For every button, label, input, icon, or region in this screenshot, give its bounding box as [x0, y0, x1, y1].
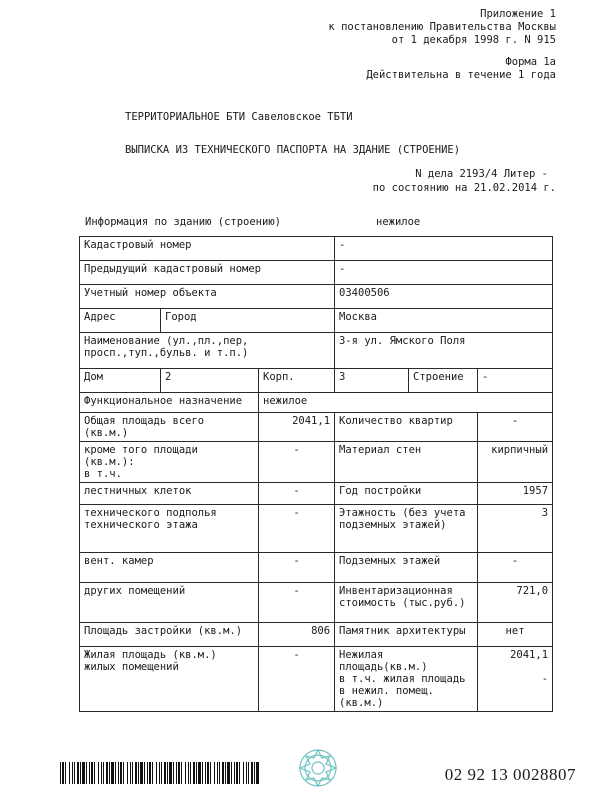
table-row: [80, 442, 553, 483]
table-row: [80, 647, 553, 712]
table-row: [80, 553, 553, 583]
built-area-label: Площадь застройки (кв.м.): [80, 623, 259, 647]
korp-value: 3: [335, 369, 409, 393]
appendix-line-2: к постановлению Правительства Москвы: [328, 21, 556, 33]
table-row: [80, 393, 553, 413]
account-number-value: 03400506: [335, 285, 553, 309]
purpose-value: нежилое: [259, 393, 553, 413]
tech-floor-value: -: [259, 505, 335, 553]
appendix-line-1: Приложение 1: [480, 8, 556, 20]
cadastral-value: -: [335, 237, 553, 261]
table-row: [80, 623, 553, 647]
total-area-label: Общая площадь всего (кв.м.): [80, 413, 259, 442]
stairs-label: лестничных клеток: [80, 483, 259, 505]
build-year-value: 1957: [478, 483, 553, 505]
table-row: [80, 309, 553, 333]
table-row: [80, 483, 553, 505]
inventory-cost-label: Инвентаризационная стоимость (тыс.руб.): [335, 583, 478, 623]
city-label: Город: [161, 309, 335, 333]
case-line: N дела 2193/4 Литер -: [415, 168, 548, 180]
table-row: [80, 413, 553, 442]
prev-cadastral-value: -: [335, 261, 553, 285]
table-row: [80, 285, 553, 309]
other-rooms-value: -: [259, 583, 335, 623]
living-area-label: Жилая площадь (кв.м.) жилых помещений: [80, 647, 259, 712]
table-row: [80, 333, 553, 369]
build-year-label: Год постройки: [335, 483, 478, 505]
document-title: ВЫПИСКА ИЗ ТЕХНИЧЕСКОГО ПАСПОРТА НА ЗДАНИЕ (СТРОЕНИЕ): [125, 144, 461, 156]
bti-line: ТЕРРИТОРИАЛЬНОЕ БТИ Савеловское ТБТИ: [125, 111, 353, 123]
stairs-value: -: [259, 483, 335, 505]
purpose-label: Функциональное назначение: [80, 393, 259, 413]
apartments-value: -: [478, 413, 553, 442]
vent-label: вент. камер: [80, 553, 259, 583]
structure-label: Строение: [409, 369, 478, 393]
nonliving-area-value: 2041,1 -: [478, 647, 553, 712]
account-number-label: Учетный номер объекта: [80, 285, 335, 309]
table-row: [80, 505, 553, 553]
table-row: [80, 583, 553, 623]
built-area-value: 806: [259, 623, 335, 647]
info-value: нежилое: [376, 216, 421, 228]
incl-area-label: кроме того площади (кв.м.): в т.ч.: [80, 442, 259, 483]
prev-cadastral-label: Предыдущий кадастровый номер: [80, 261, 335, 285]
street-label: Наименование (ул.,пл.,пер, просп.,туп.,бульв. и т.п.): [80, 333, 335, 369]
table-row: [80, 369, 553, 393]
house-value: 2: [161, 369, 259, 393]
other-rooms-label: других помещений: [80, 583, 259, 623]
table-row: [80, 261, 553, 285]
apartments-label: Количество квартир: [335, 413, 478, 442]
table-row: [80, 237, 553, 261]
city-value: Москва: [335, 309, 553, 333]
tech-floor-label: технического подполья технического этажа: [80, 505, 259, 553]
wall-material-label: Материал стен: [335, 442, 478, 483]
barcode-icon: [60, 762, 259, 784]
vent-value: -: [259, 553, 335, 583]
validity-line: Действительна в течение 1 года: [366, 69, 556, 81]
monument-value: нет: [478, 623, 553, 647]
inventory-cost-value: 721,0: [478, 583, 553, 623]
nonliving-area-label: Нежилая площадь(кв.м.) в т.ч. жилая площадь в нежил. помещ.(кв.м.): [335, 647, 478, 712]
house-label: Дом: [80, 369, 161, 393]
monument-label: Памятник архитектуры: [335, 623, 478, 647]
hologram-stamp-icon: [292, 744, 344, 792]
floors-label: Этажность (без учета подземных этажей): [335, 505, 478, 553]
form-line: Форма 1а: [505, 56, 556, 68]
korp-label: Корп.: [259, 369, 335, 393]
address-label: Адрес: [80, 309, 161, 333]
living-area-value: -: [259, 647, 335, 712]
registration-number: 02 92 13 0028807: [444, 765, 576, 784]
building-info-table: [79, 236, 553, 712]
underground-value: -: [478, 553, 553, 583]
appendix-line-3: от 1 декабря 1998 г. N 915: [391, 34, 556, 46]
total-area-value: 2041,1: [259, 413, 335, 442]
structure-value: -: [478, 369, 553, 393]
date-line: по состоянию на 21.02.2014 г.: [372, 182, 556, 194]
cadastral-label: Кадастровый номер: [80, 237, 335, 261]
wall-material-value: кирпичный: [478, 442, 553, 483]
floors-value: 3: [478, 505, 553, 553]
underground-label: Подземных этажей: [335, 553, 478, 583]
info-label: Информация по зданию (строению): [85, 216, 281, 228]
street-value: 3-я ул. Ямского Поля: [335, 333, 553, 369]
incl-area-value: -: [259, 442, 335, 483]
